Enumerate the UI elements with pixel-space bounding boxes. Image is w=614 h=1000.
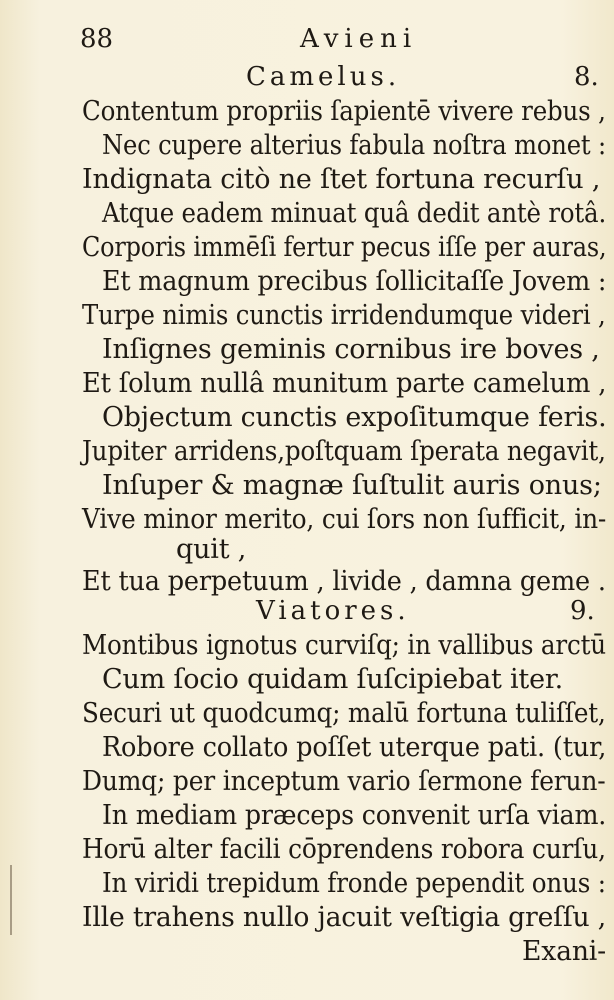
verse-line: In viridi trepidum fronde pependit onus : <box>102 868 606 899</box>
verse-line: Vive minor merito, cui ſors non ſufficit, in- <box>82 504 607 535</box>
verse-line: Inſignes geminis cornibus ire boves , <box>102 334 600 365</box>
fable-number: 8. <box>574 62 599 92</box>
verse-line: Atque eadem minuat quâ dedit antè rotâ. <box>102 198 607 229</box>
verse-line: Et magnum precibus ſollicitaſſe Jovem : <box>102 266 607 297</box>
verse-line: Ille trahens nullo jacuit veſtigia greſſu , <box>82 902 607 933</box>
verse-line-continuation: quit , <box>176 534 247 565</box>
verse-line: Securi ut quodcumq; malū fortuna tuliſſet, <box>82 698 606 729</box>
verse-line: Objectum cunctis expoſitumque feris. <box>102 402 607 433</box>
verse-line: Horū alter facili cōprendens robora curſu, <box>82 834 606 865</box>
running-title: Avieni <box>300 24 418 54</box>
fable-number: 9. <box>570 596 595 626</box>
page-number: 88 <box>80 24 114 54</box>
verse-line: Corporis immēſi fertur pecus iſſe per auras, <box>82 232 607 263</box>
verse-line: Turpe nimis cunctis irridendumque videri , <box>82 300 606 331</box>
catchword: Exani- <box>522 936 606 967</box>
verse-line: Montibus ignotus curviſq; in vallibus arctū <box>82 630 606 661</box>
verse-line: Nec cupere alterius fabula noſtra monet : <box>102 130 606 161</box>
verse-line: Et ſolum nullâ munitum parte camelum , <box>82 368 607 399</box>
verse-line: Jupiter arridens,poſtquam ſperata negavit, <box>82 436 606 467</box>
verse-line: Et tua perpetuum , livide , damna geme . <box>82 566 606 597</box>
verse-line: In mediam præceps convenit urſa viam. <box>102 800 607 831</box>
verse-line: Contentum propriis ſapientē vivere rebus , <box>82 96 606 127</box>
verse-line: Inſuper & magnæ ſuſtulit auris onus; <box>102 470 602 501</box>
verse-line: Dumq; per inceptum vario ſermone ferun- <box>82 766 606 797</box>
fable-title: Viatores. <box>256 596 410 626</box>
fable-title: Camelus. <box>246 62 401 92</box>
verse-line: Indignata citò ne ſtet fortuna recurſu , <box>82 164 601 195</box>
verse-line: Cum ſocio quidam ſuſcipiebat iter. <box>102 664 563 695</box>
binding-edge-mark <box>10 865 12 935</box>
verse-line: Robore collato poſſet uterque pati. (tur, <box>102 732 607 763</box>
